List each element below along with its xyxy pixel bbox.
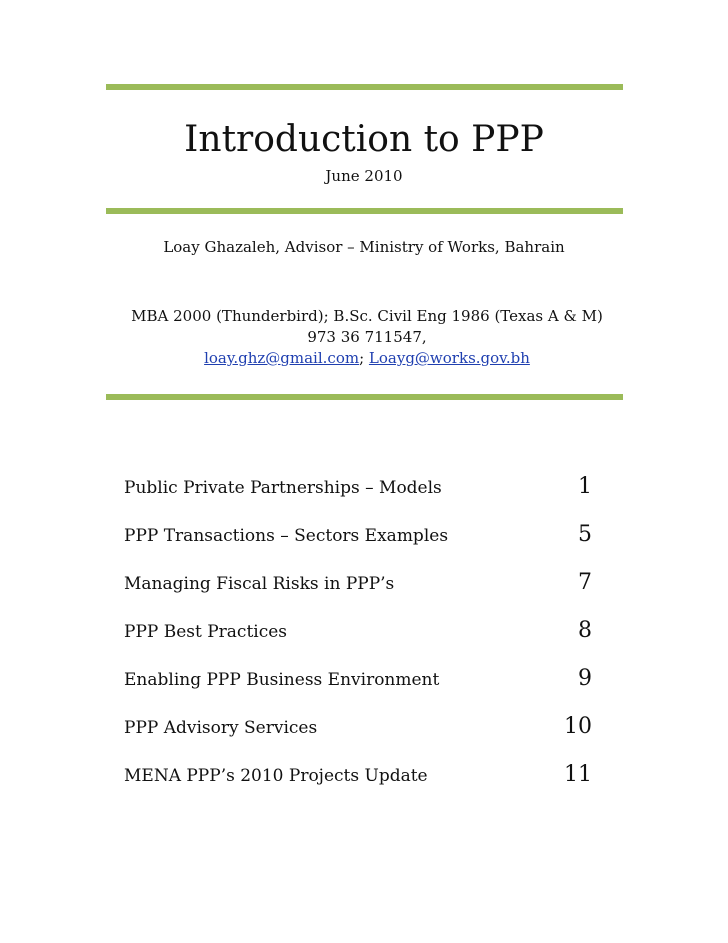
- toc-item[interactable]: [124, 566, 604, 614]
- toc-item[interactable]: [124, 518, 604, 566]
- toc-item-title: Managing Fiscal Risks in PPP’s: [124, 574, 395, 594]
- email-separator: ;: [359, 349, 365, 367]
- bottom-divider: [106, 394, 623, 400]
- document-date: June 2010: [325, 167, 403, 185]
- phone-line: 973 36 711547,: [307, 328, 427, 346]
- education-line: MBA 2000 (Thunderbird); B.Sc. Civil Eng 1986 (Texas A & M): [131, 307, 603, 325]
- top-divider: [106, 84, 623, 90]
- email-link-primary[interactable]: loay.ghz@gmail.com: [204, 349, 360, 367]
- toc-item[interactable]: [124, 710, 604, 758]
- toc-item-page: 10: [564, 714, 592, 739]
- toc-item[interactable]: [124, 662, 604, 710]
- email-link-work[interactable]: Loayg@works.gov.bh: [368, 349, 530, 367]
- toc-item-title: Enabling PPP Business Environment: [124, 670, 440, 690]
- author-line: Loay Ghazaleh, Advisor – Ministry of Works, Bahrain: [163, 238, 565, 256]
- toc-item-title: Public Private Partnerships – Models: [124, 478, 442, 498]
- toc-item-title: PPP Advisory Services: [124, 718, 318, 738]
- toc-item-title: PPP Transactions – Sectors Examples: [124, 526, 449, 546]
- toc-item-title: MENA PPP’s 2010 Projects Update: [124, 766, 428, 786]
- toc-item-title: PPP Best Practices: [124, 622, 288, 642]
- table-of-contents: [124, 470, 604, 806]
- toc-item[interactable]: [124, 470, 604, 518]
- toc-item-page: 7: [578, 570, 592, 595]
- toc-item[interactable]: [124, 758, 604, 806]
- toc-item-page: 1: [578, 474, 592, 499]
- document-title: Introduction to PPP: [184, 119, 544, 160]
- toc-item-page: 11: [564, 762, 592, 787]
- toc-item-page: 5: [578, 522, 592, 547]
- email-line: [100, 348, 634, 369]
- credentials-block: [100, 306, 634, 369]
- toc-item[interactable]: [124, 614, 604, 662]
- middle-divider: [106, 208, 623, 214]
- toc-item-page: 8: [578, 618, 592, 643]
- toc-item-page: 9: [578, 666, 592, 691]
